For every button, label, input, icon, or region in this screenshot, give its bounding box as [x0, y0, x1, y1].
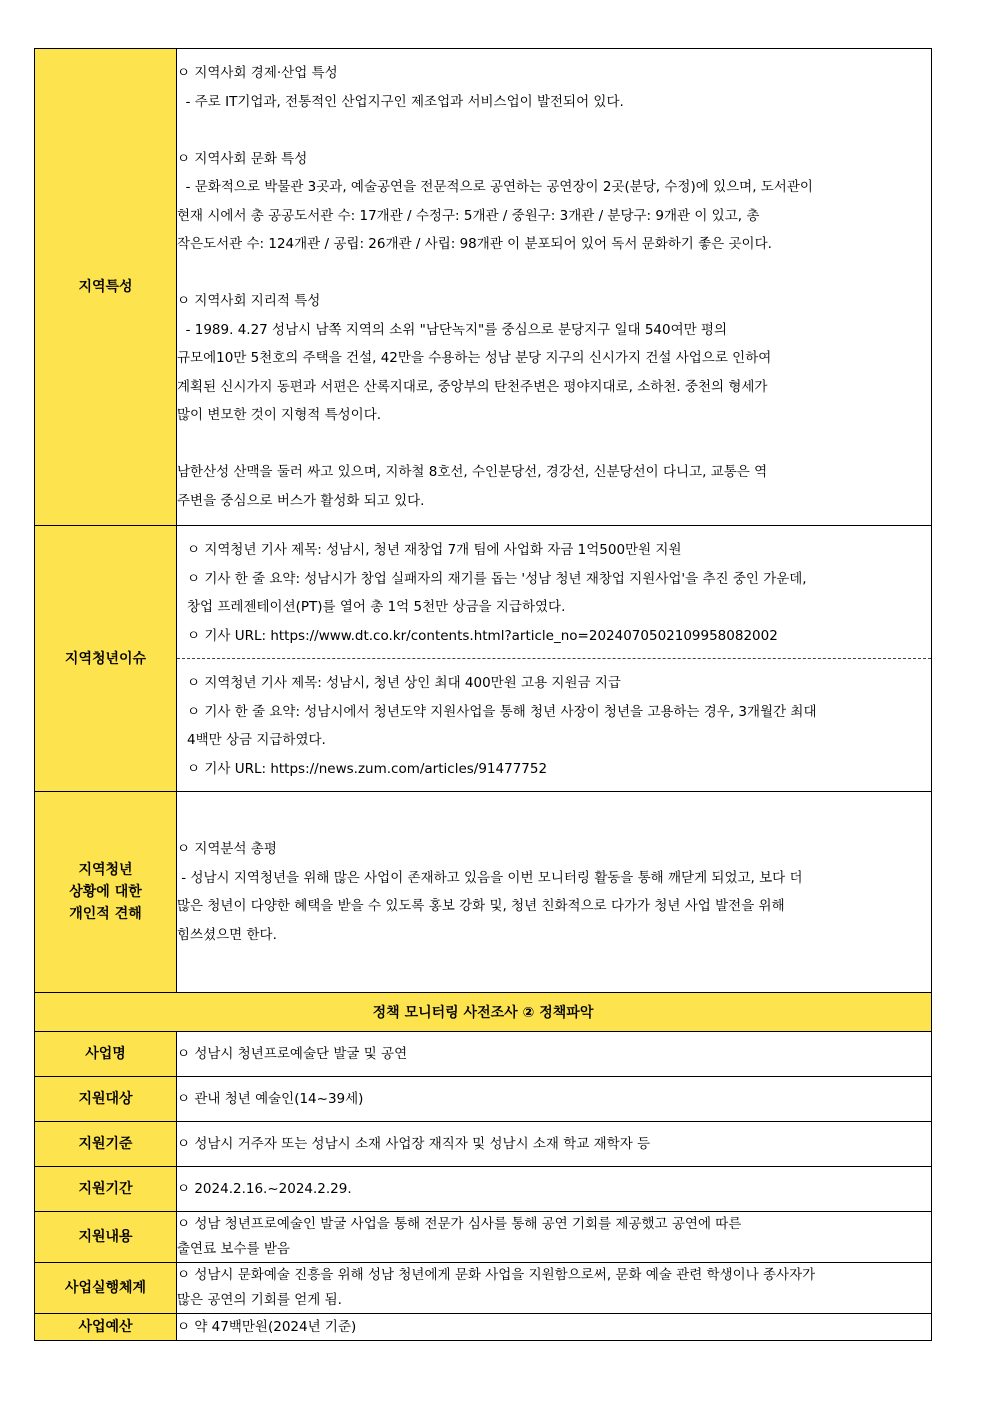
opinion-label-line1: 지역청년 — [78, 862, 133, 878]
region-line: 남한산성 산맥을 둘러 싸고 있으며, 지하철 8호선, 수인분당선, 경강선, 신분당선이 다니고, 교통은 역 — [177, 464, 768, 480]
monitoring-document-table — [34, 48, 932, 1341]
region-line: ㅇ 지역사회 지리적 특성 — [177, 293, 321, 309]
policy-value-system — [177, 1263, 932, 1314]
article-2-title: ㅇ 지역청년 기사 제목: 성남시, 청년 상인 최대 400만원 고용 지원금 지급 — [187, 675, 621, 691]
opinion-label-line3: 개인적 견해 — [69, 906, 142, 922]
policy-text: ㅇ 관내 청년 예술인(14~39세) — [177, 1090, 364, 1107]
article-2-summary-cont: 4백만 상금 지급하였다. — [187, 732, 326, 748]
policy-row — [35, 1122, 932, 1167]
opinion-heading: ㅇ 지역분석 총평 — [177, 841, 277, 857]
policy-value-name — [177, 1032, 932, 1077]
policy-label-criteria: 지원기준 — [35, 1122, 177, 1167]
opinion-label — [35, 792, 177, 993]
article-1 — [177, 526, 931, 658]
region-line: 주변을 중심으로 버스가 활성화 되고 있다. — [177, 492, 425, 509]
policy-value-budget — [177, 1314, 932, 1341]
policy-label-name: 사업명 — [35, 1032, 177, 1077]
policy-row — [35, 1314, 932, 1341]
section-header-row — [35, 993, 932, 1032]
region-line — [177, 116, 931, 145]
policy-text: ㅇ 성남시 거주자 또는 성남시 소재 사업장 재직자 및 성남시 소재 학교 재학자 등 — [177, 1135, 651, 1152]
policy-row — [35, 1167, 932, 1212]
policy-text: ㅇ 약 47백만원(2024년 기준) — [177, 1318, 357, 1335]
article-2-url: ㅇ 기사 URL: https://news.zum.com/articles/91477752 — [187, 760, 548, 777]
region-line: 작은도서관 수: 124개관 / 공립: 26개관 / 사립: 98개관 이 분포되어 있어 독서 문화하기 좋은 곳이다. — [177, 236, 772, 252]
policy-text: ㅇ 성남시 문화예술 진흥을 위해 성남 청년에게 문화 사업을 지원함으로써, 문화 예술 관련 학생이나 종사자가 — [177, 1267, 816, 1283]
policy-value-target — [177, 1077, 932, 1122]
policy-label-content: 지원내용 — [35, 1212, 177, 1263]
opinion-label-line2: 상황에 대한 — [69, 884, 142, 900]
region-line — [177, 259, 931, 288]
opinion-line: 힘쓰셨으면 한다. — [177, 926, 277, 943]
region-line: ㅇ 지역사회 경제·산업 특성 — [177, 65, 338, 81]
youth-issue-row — [35, 526, 932, 792]
opinion-line: 많은 청년이 다양한 혜택을 받을 수 있도록 홍보 강화 및, 청년 친화적으로 다가가 청년 사업 발전을 위해 — [177, 898, 785, 914]
region-line: - 주로 IT기업과, 전통적인 산업지구인 제조업과 서비스업이 발전되어 있다. — [177, 93, 624, 110]
policy-text: ㅇ 2024.2.16.~2024.2.29. — [177, 1180, 352, 1197]
policy-label-period: 지원기간 — [35, 1167, 177, 1212]
policy-text: 많은 공연의 기회를 얻게 됨. — [177, 1292, 342, 1308]
region-content — [177, 49, 932, 526]
policy-row — [35, 1077, 932, 1122]
region-line: 규모에10만 5천호의 주택을 건설, 42만을 수용하는 성남 분당 지구의 신시가지 건설 사업으로 인하여 — [177, 350, 772, 366]
article-2-summary: ㅇ 기사 한 줄 요약: 성남시에서 청년도약 지원사업을 통해 청년 사장이 청년을 고용하는 경우, 3개월간 최대 — [187, 703, 817, 720]
youth-issue-content — [177, 526, 932, 792]
region-row — [35, 49, 932, 526]
policy-label-system: 사업실행체계 — [35, 1263, 177, 1314]
youth-issue-label: 지역청년이슈 — [35, 526, 177, 792]
region-line: 계획된 신시가지 동편과 서편은 산록지대로, 중앙부의 탄천주변은 평야지대로, 소하천. 중천의 형세가 — [177, 378, 768, 395]
region-line: - 1989. 4.27 성남시 남쪽 지역의 소위 "남단녹지"를 중심으로 분당지구 일대 540여만 평의 — [177, 321, 728, 338]
region-label: 지역특성 — [35, 49, 177, 526]
opinion-row — [35, 792, 932, 993]
opinion-line: - 성남시 지역청년을 위해 많은 사업이 존재하고 있음을 이번 모니터링 활동을 통해 깨닫게 되었고, 보다 더 — [177, 869, 803, 886]
article-1-summary-cont: 창업 프레젠테이션(PT)를 열어 총 1억 5천만 상금을 지급하였다. — [187, 599, 566, 615]
region-line: 많이 변모한 것이 지형적 특성이다. — [177, 407, 382, 423]
article-1-url: ㅇ 기사 URL: https://www.dt.co.kr/contents.html?article_no=2024070502109958082002 — [187, 627, 778, 644]
policy-label-budget: 사업예산 — [35, 1314, 177, 1341]
policy-text: 출연료 보수를 받음 — [177, 1241, 290, 1257]
policy-row — [35, 1263, 932, 1314]
policy-row — [35, 1032, 932, 1077]
region-line — [177, 430, 931, 459]
region-line: - 문화적으로 박물관 3곳과, 예술공연을 전문적으로 공연하는 공연장이 2곳(분당, 수정)에 있으며, 도서관이 — [177, 179, 813, 195]
policy-value-criteria — [177, 1122, 932, 1167]
article-1-summary: ㅇ 기사 한 줄 요약: 성남시가 창업 실패자의 재기를 돕는 '성남 청년 재창업 지원사업'을 추진 중인 가운데, — [187, 570, 807, 587]
article-2 — [177, 658, 931, 791]
region-line: 현재 시에서 총 공공도서관 수: 17개관 / 수정구: 5개관 / 중원구: 3개관 / 분당구: 9개관 이 있고, 총 — [177, 207, 760, 224]
policy-row — [35, 1212, 932, 1263]
opinion-content — [177, 792, 932, 993]
policy-value-period — [177, 1167, 932, 1212]
policy-label-target: 지원대상 — [35, 1077, 177, 1122]
region-lines — [177, 59, 931, 515]
policy-text: ㅇ 성남 청년프로예술인 발굴 사업을 통해 전문가 심사를 통해 공연 기회를 제공했고 공연에 따른 — [177, 1216, 742, 1232]
section-title: 정책 모니터링 사전조사 ② 정책파악 — [35, 993, 932, 1032]
policy-text: ㅇ 성남시 청년프로예술단 발굴 및 공연 — [177, 1045, 408, 1062]
region-line: ㅇ 지역사회 문화 특성 — [177, 150, 308, 167]
policy-value-content — [177, 1212, 932, 1263]
article-1-title: ㅇ 지역청년 기사 제목: 성남시, 청년 재창업 7개 팀에 사업화 자금 1억500만원 지원 — [187, 542, 682, 558]
